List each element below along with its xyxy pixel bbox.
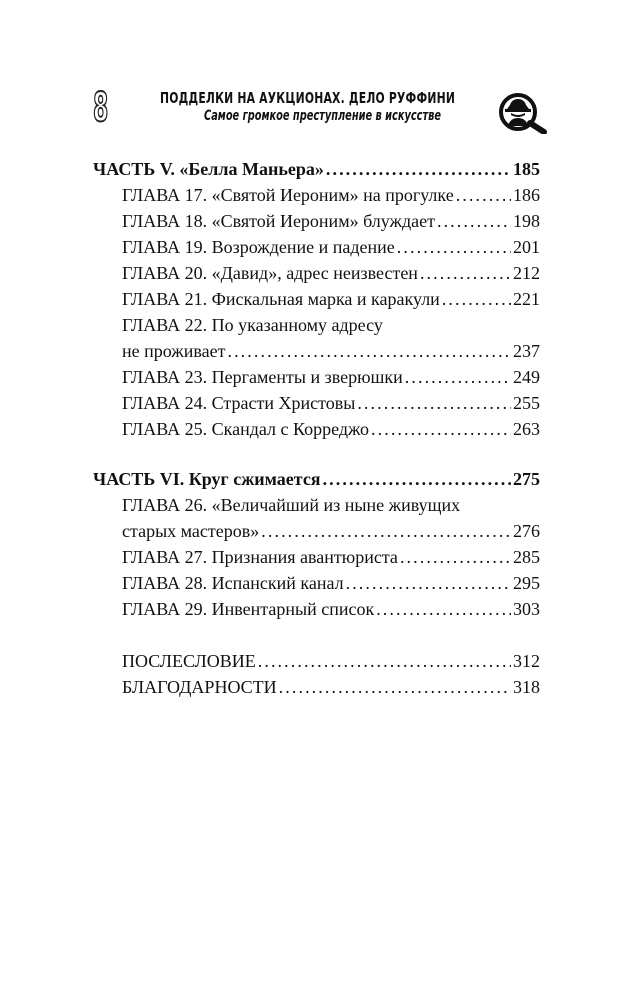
toc-page-number: 221 <box>513 289 540 309</box>
detective-magnifier-icon <box>494 90 548 134</box>
toc-page-number: 249 <box>513 367 540 387</box>
toc-page-number: 186 <box>513 185 540 205</box>
toc-chapter-29 <box>122 597 540 621</box>
leader-dots <box>261 519 511 543</box>
leader-dots <box>371 417 511 441</box>
leader-dots <box>346 571 511 595</box>
leader-dots <box>326 157 511 181</box>
toc-part-6 <box>93 467 540 491</box>
toc-chapter-label: ГЛАВА 21. Фискальная марка и каракули <box>122 289 440 309</box>
leader-dots <box>437 209 511 233</box>
leader-dots <box>420 261 511 285</box>
toc-chapter-label: старых мастеров» <box>122 521 260 541</box>
toc-page-number: 201 <box>513 237 540 257</box>
toc-page-number: 212 <box>513 263 540 283</box>
toc-page-number: 285 <box>513 547 540 567</box>
toc-page-number: 318 <box>513 677 540 697</box>
running-header <box>0 0 619 140</box>
toc-chapter-18 <box>122 209 540 233</box>
toc-page-number: 198 <box>513 211 540 231</box>
toc-acknowledgements <box>122 675 540 699</box>
toc-chapter-23 <box>122 365 540 389</box>
toc-part-label: ЧАСТЬ V. «Белла Маньера» <box>93 159 324 179</box>
leader-dots <box>442 287 511 311</box>
toc-page-number: 263 <box>513 419 540 439</box>
toc-page-number: 237 <box>513 341 540 361</box>
toc-chapter-label: ГЛАВА 17. «Святой Иероним» на прогулке <box>122 185 454 205</box>
toc-chapter-17 <box>122 183 540 207</box>
toc-chapter-label: ГЛАВА 25. Скандал с Корреджо <box>122 419 370 439</box>
toc-chapter-label: ГЛАВА 29. Инвентарный список <box>122 599 375 619</box>
toc-part-label: ЧАСТЬ VI. Круг сжимается <box>93 469 321 489</box>
toc-part-5 <box>93 157 540 181</box>
toc-chapter-21 <box>122 287 540 311</box>
toc-page-number: 312 <box>513 651 540 671</box>
toc-page-number: 303 <box>513 599 540 619</box>
toc-chapter-27 <box>122 545 540 569</box>
toc-chapter-label: ГЛАВА 20. «Давид», адрес неизвестен <box>122 263 418 283</box>
toc-chapter-26-line1 <box>122 493 540 517</box>
toc-chapter-label: ГЛАВА 19. Возрождение и падение <box>122 237 395 257</box>
leader-dots <box>405 365 511 389</box>
leader-dots <box>397 235 511 259</box>
toc-chapter-22-line1 <box>122 313 540 337</box>
toc-chapter-label: ГЛАВА 22. По указанному адресу <box>122 315 383 335</box>
toc-chapter-22 <box>122 339 540 363</box>
toc-chapter-label: ГЛАВА 28. Испанский канал <box>122 573 344 593</box>
leader-dots <box>258 649 511 673</box>
leader-dots <box>279 675 511 699</box>
toc-page-number: 275 <box>513 469 540 489</box>
toc-chapter-label: ГЛАВА 23. Пергаменты и зверюшки <box>122 367 403 387</box>
book-subtitle: Самое громкое преступление в искусстве <box>204 108 442 124</box>
book-title: ПОДДЕЛКИ НА АУКЦИОНАХ. ДЕЛО РУФФИНИ <box>160 89 456 107</box>
toc-chapter-label: ГЛАВА 24. Страсти Христовы <box>122 393 356 413</box>
leader-dots <box>227 339 511 363</box>
leader-dots <box>323 467 511 491</box>
toc-chapter-28 <box>122 571 540 595</box>
toc-chapter-19 <box>122 235 540 259</box>
toc-chapter-label: БЛАГОДАРНОСТИ <box>122 677 277 697</box>
toc-chapter-25 <box>122 417 540 441</box>
toc-page-number: 255 <box>513 393 540 413</box>
leader-dots <box>456 183 511 207</box>
leader-dots <box>357 391 511 415</box>
toc-chapter-label: ГЛАВА 26. «Величайший из ныне живущих <box>122 495 461 515</box>
toc-page-number: 295 <box>513 573 540 593</box>
leader-dots <box>400 545 511 569</box>
toc-chapter-label: не проживает <box>122 341 226 361</box>
page-number: 8 <box>93 85 109 131</box>
leader-dots <box>376 597 511 621</box>
toc-chapter-label: ПОСЛЕСЛОВИЕ <box>122 651 256 671</box>
toc-chapter-label: ГЛАВА 18. «Святой Иероним» блуждает <box>122 211 435 231</box>
toc-chapter-label: ГЛАВА 27. Признания авантюриста <box>122 547 398 567</box>
toc-page-number: 185 <box>513 159 540 179</box>
toc-afterword <box>122 649 540 673</box>
toc-chapter-24 <box>122 391 540 415</box>
toc-page-number: 276 <box>513 521 540 541</box>
toc-chapter-20 <box>122 261 540 285</box>
toc-chapter-26 <box>122 519 540 543</box>
